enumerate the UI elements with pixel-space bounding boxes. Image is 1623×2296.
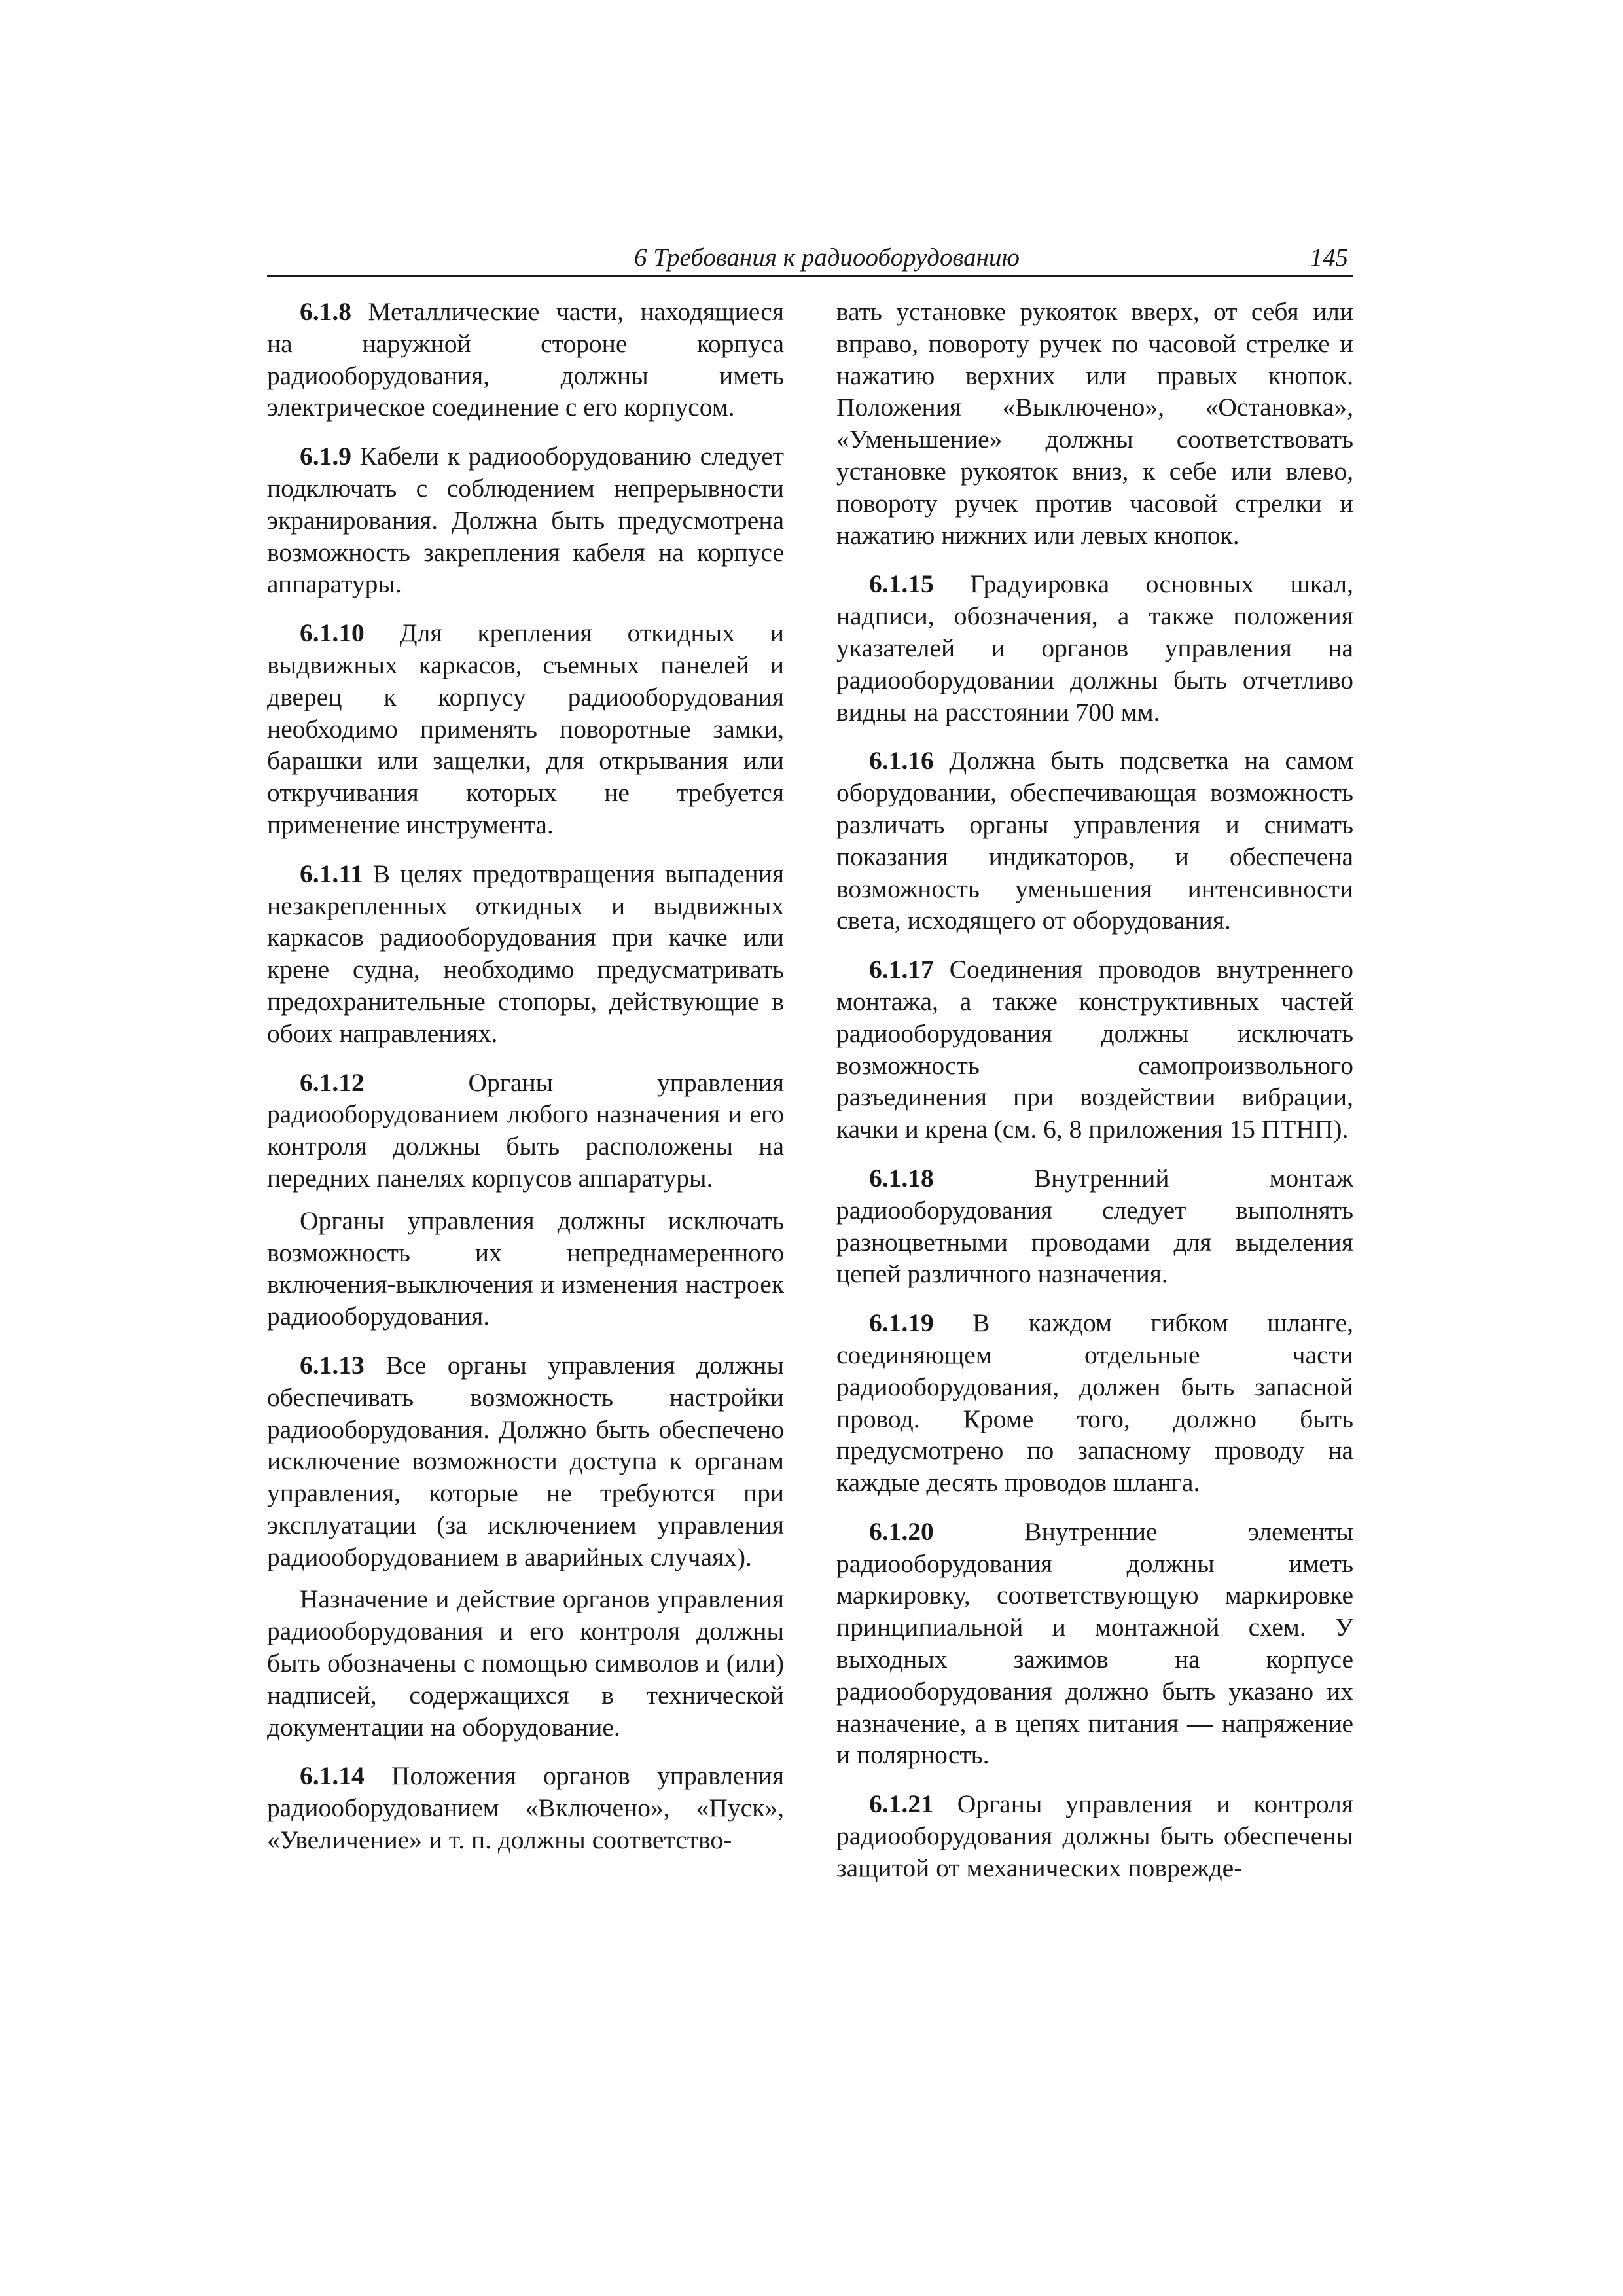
clause-number: 6.1.11: [300, 859, 363, 888]
right-column: [836, 296, 1353, 1901]
clause-text: Градуировка основных шкал, надписи, обозначения, а также положения указателей и органов управления на радиооборудовании должны быть отчетливо видны на расстоянии 700 мм.: [836, 569, 1353, 726]
clause-number: 6.1.20: [869, 1516, 934, 1546]
clause-number: 6.1.17: [869, 955, 934, 984]
clause-number: 6.1.19: [869, 1308, 934, 1338]
clause-number: 6.1.13: [300, 1350, 365, 1380]
clause-number: 6.1.8: [300, 297, 351, 326]
clause-text: Органы управления и контроля радиооборудования должны быть обеспечены защитой от механических поврежде-: [836, 1789, 1353, 1882]
clause-6-1-21: [836, 1788, 1353, 1884]
clause-text: Внутренний монтаж радиооборудования следует выполнять разноцветными проводами для выделения цепей различного назначения.: [836, 1163, 1353, 1289]
clause-text: Внутренние элементы радиооборудования должны иметь маркировку, соответствующую маркировке принципиальной и монтажной схем. У выходных зажимов на корпусе радиооборудования должно быть указано их назначение, а в цепях питания — напряжение и полярность.: [836, 1516, 1353, 1770]
clause-6-1-13-continued: [267, 1583, 784, 1743]
clause-6-1-9: [267, 440, 784, 600]
clause-text: Соединения проводов внутреннего монтажа, а также конструктивных частей радиооборудования должны исключать возможность самопроизвольного разъединения при воздействии вибрации, качки и крена (см. 6, 8 приложения 15 ПТНП).: [836, 955, 1353, 1144]
clause-number: 6.1.18: [869, 1163, 934, 1193]
left-column: [267, 296, 784, 1873]
clause-6-1-10: [267, 617, 784, 841]
clause-text: Должна быть подсветка на самом оборудовании, обеспечивающая возможность различать органы управления и снимать показания индикаторов, и обеспечена возможность уменьшения интенсивности света, исходящего от оборудования.: [836, 746, 1353, 935]
paragraph-text: Назначение и действие органов управления радиооборудования и его контроля должны быть обозначены с помощью символов и (или) надписей, содержащихся в технической документации на оборудование.: [267, 1585, 784, 1742]
clause-number: 6.1.14: [300, 1761, 365, 1791]
clause-text: Положения органов управления радиооборудованием «Включено», «Пуск», «Увеличение» и т. п. должны соответство-: [267, 1761, 784, 1855]
clause-number: 6.1.15: [869, 569, 934, 599]
clause-text: Кабели к радиооборудованию следует подключать с соблюдением непрерывности экранирования. Должна быть предусмотрена возможность закрепления кабеля на корпусе аппаратуры.: [267, 442, 784, 599]
clause-6-1-14: [267, 1760, 784, 1856]
clause-6-1-8: [267, 296, 784, 423]
running-title: 6 Требования к радиооборудованию: [634, 243, 1020, 272]
clause-text: В целях предотвращения выпадения незакрепленных откидных и выдвижных каркасов радиооборудования при качке или крене судна, необходимо предусматривать предохранительные стопоры, действующие в обоих направлениях.: [267, 859, 784, 1048]
clause-text: Все органы управления должны обеспечивать возможность настройки радиооборудования. Должно быть обеспечено исключение возможности доступа к органам управления, которые не требуются при эксплуатации (за исключением управления радиооборудованием в аварийных случаях).: [267, 1350, 784, 1571]
clause-6-1-12: [267, 1067, 784, 1194]
clause-6-1-18: [836, 1162, 1353, 1290]
clause-number: 6.1.21: [869, 1789, 934, 1819]
running-header: [267, 237, 1353, 277]
clause-6-1-20: [836, 1516, 1353, 1771]
page-number: 145: [1310, 243, 1348, 272]
clause-text: Металлические части, находящиеся на наружной стороне корпуса радиооборудования, должны иметь электрическое соединение с его корпусом.: [267, 297, 784, 422]
clause-6-1-11: [267, 858, 784, 1050]
clause-6-1-15: [836, 568, 1353, 728]
clause-text: Для крепления откидных и выдвижных каркасов, съемных панелей и дверец к корпусу радиооборудования необходимо применять поворотные замки, барашки или защелки, для открывания или откручивания которых не требуется применение инструмента.: [267, 619, 784, 839]
clause-number: 6.1.16: [869, 746, 934, 776]
clause-6-1-16: [836, 745, 1353, 937]
paragraph-text: Органы управления должны исключать возможность их непреднамеренного включения-выключения и изменения настроек радиооборудования.: [267, 1206, 784, 1331]
clause-number: 6.1.10: [300, 619, 365, 648]
clause-text: В каждом гибком шланге, соединяющем отдельные части радиооборудования, должен быть запасной провод. Кроме того, должно быть предусмотрено по запасному проводу на каждые десять проводов шланга.: [836, 1308, 1353, 1498]
clause-6-1-13: [267, 1350, 784, 1573]
clause-6-1-14-continued: [836, 296, 1353, 551]
clause-text: Органы управления радиооборудованием любого назначения и его контроля должны быть расположены на передних панелях корпусов аппаратуры.: [267, 1067, 784, 1193]
clause-6-1-17: [836, 954, 1353, 1145]
clause-6-1-19: [836, 1307, 1353, 1499]
paragraph-text: вать установке рукояток вверх, от себя или вправо, повороту ручек по часовой стрелке и нажатию верхних или правых кнопок. Положения «Выключено», «Остановка», «Уменьшение» должны соответствовать установке рукояток вниз, к себе или влево, повороту ручек против часовой стрелки и нажатию нижних или левых кнопок.: [836, 297, 1353, 550]
clause-number: 6.1.12: [300, 1067, 365, 1097]
clause-number: 6.1.9: [300, 442, 351, 471]
clause-6-1-12-continued: [267, 1205, 784, 1333]
